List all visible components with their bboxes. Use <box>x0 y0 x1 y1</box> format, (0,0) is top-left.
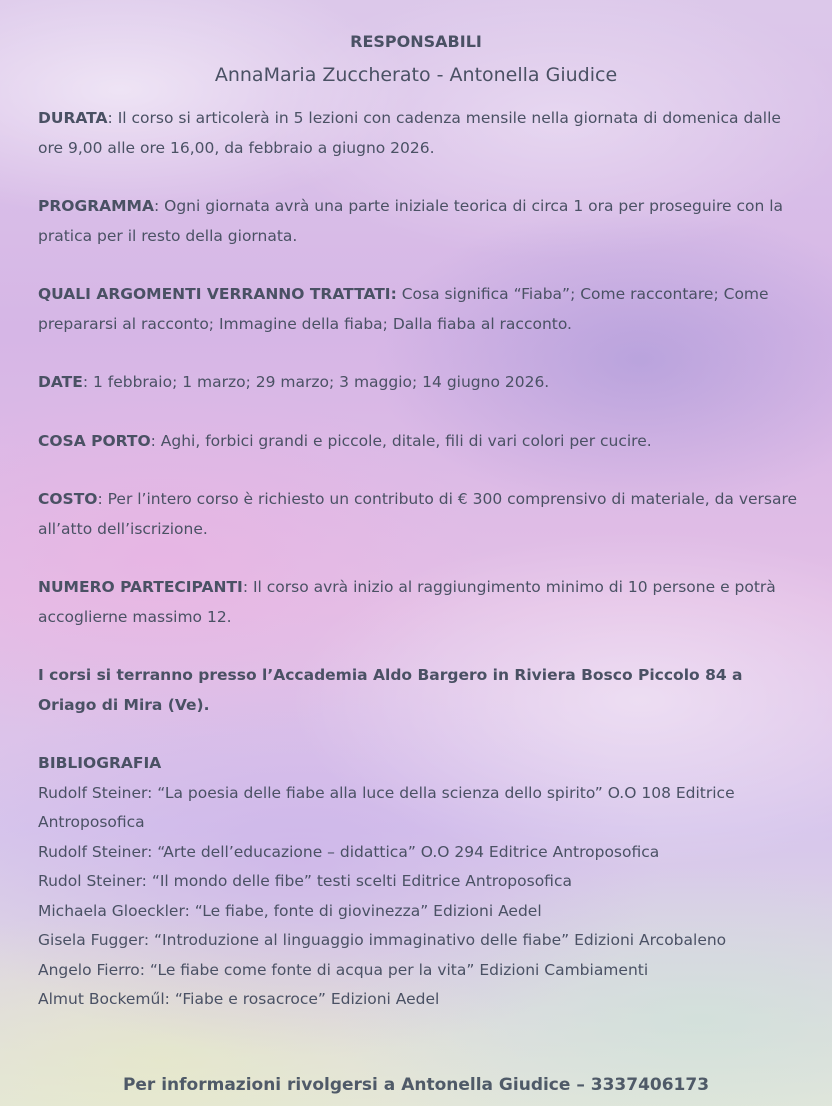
costo-label: COSTO <box>38 490 98 508</box>
responsabili-title: RESPONSABILI <box>350 32 482 51</box>
bibliografia-item: Rudolf Steiner: “La poesia delle fiabe alla luce della scienza dello spirito” O.O 108 Editrice Antroposofica <box>38 783 735 831</box>
bibliografia-item: Rudol Steiner: “Il mondo delle fibe” testi scelti Editrice Antroposofica <box>38 872 572 890</box>
partecipanti-label: NUMERO PARTECIPANTI <box>38 578 243 596</box>
programma-text: : Ogni giornata avrà una parte iniziale teorica di circa 1 ora per proseguire con la pratica per il resto della giornata. <box>38 197 784 245</box>
argomenti-text: Cosa significa “Fiaba”; Come raccontare; Come prepararsi al racconto; Immagine della fiaba; Dalla fiaba al racconto. <box>38 285 769 333</box>
cosa-porto-paragraph <box>38 427 798 457</box>
durata-label: DURATA <box>38 109 108 127</box>
partecipanti-paragraph <box>38 573 798 632</box>
bibliografia-item: Rudolf Steiner: “Arte dell’educazione – didattica” O.O 294 Editrice Antroposofica <box>38 842 660 861</box>
bibliografia-item: Michaela Gloeckler: “Le fiabe, fonte di giovinezza” Edizioni Aedel <box>38 901 542 920</box>
costo-text: : Per l’intero corso è richiesto un contributo di € 300 comprensivo di materiale, da versare all’atto dell’iscrizione. <box>38 490 798 538</box>
date-label: DATE <box>38 373 83 391</box>
costo-paragraph <box>38 485 798 544</box>
argomenti-paragraph <box>38 280 798 339</box>
argomenti-label: QUALI ARGOMENTI VERRANNO TRATTATI: <box>38 285 397 303</box>
bibliografia-section <box>38 749 798 1015</box>
durata-paragraph <box>38 104 798 163</box>
date-text: : 1 febbraio; 1 marzo; 29 marzo; 3 maggio; 14 giugno 2026. <box>82 373 550 391</box>
bibliografia-title: BIBLIOGRAFIA <box>38 754 162 772</box>
document-page <box>38 28 798 1015</box>
bibliografia-item: Almut Bockeműl: “Fiabe e rosacroce” Edizioni Aedel <box>38 990 440 1008</box>
cosa-porto-label: COSA PORTO <box>38 431 151 450</box>
partecipanti-text: : Il corso avrà inizio al raggiungimento minimo di 10 persone e potrà accoglierne massimo 12. <box>38 578 776 626</box>
bibliografia-item: Angelo Fierro: “Le fiabe come fonte di acqua per la vita” Edizioni Cambiamenti <box>38 960 649 979</box>
programma-label: PROGRAMMA <box>38 197 154 215</box>
responsabili-names: AnnaMaria Zuccherato - Antonella Giudice <box>214 64 618 86</box>
header <box>0 28 832 91</box>
sede-paragraph: I corsi si terranno presso l’Accademia Aldo Bargero in Riviera Bosco Piccolo 84 a Oriago di Mira (Ve). <box>38 666 743 714</box>
cosa-porto-text: : Aghi, forbici grandi e piccole, ditale, fili di vari colori per cucire. <box>150 431 652 450</box>
durata-text: : Il corso si articolerà in 5 lezioni con cadenza mensile nella giornata di domenica dalle ore 9,00 alle ore 16,00, da febbraio a giugno 2026. <box>38 109 781 157</box>
bibliografia-item: Gisela Fugger: “Introduzione al linguaggio immaginativo delle fiabe” Edizioni Arcobaleno <box>38 931 727 949</box>
footer-contact: Per informazioni rivolgersi a Antonella Giudice – 3337406173 <box>122 1075 710 1095</box>
date-paragraph <box>38 368 798 398</box>
programma-paragraph <box>38 192 798 251</box>
